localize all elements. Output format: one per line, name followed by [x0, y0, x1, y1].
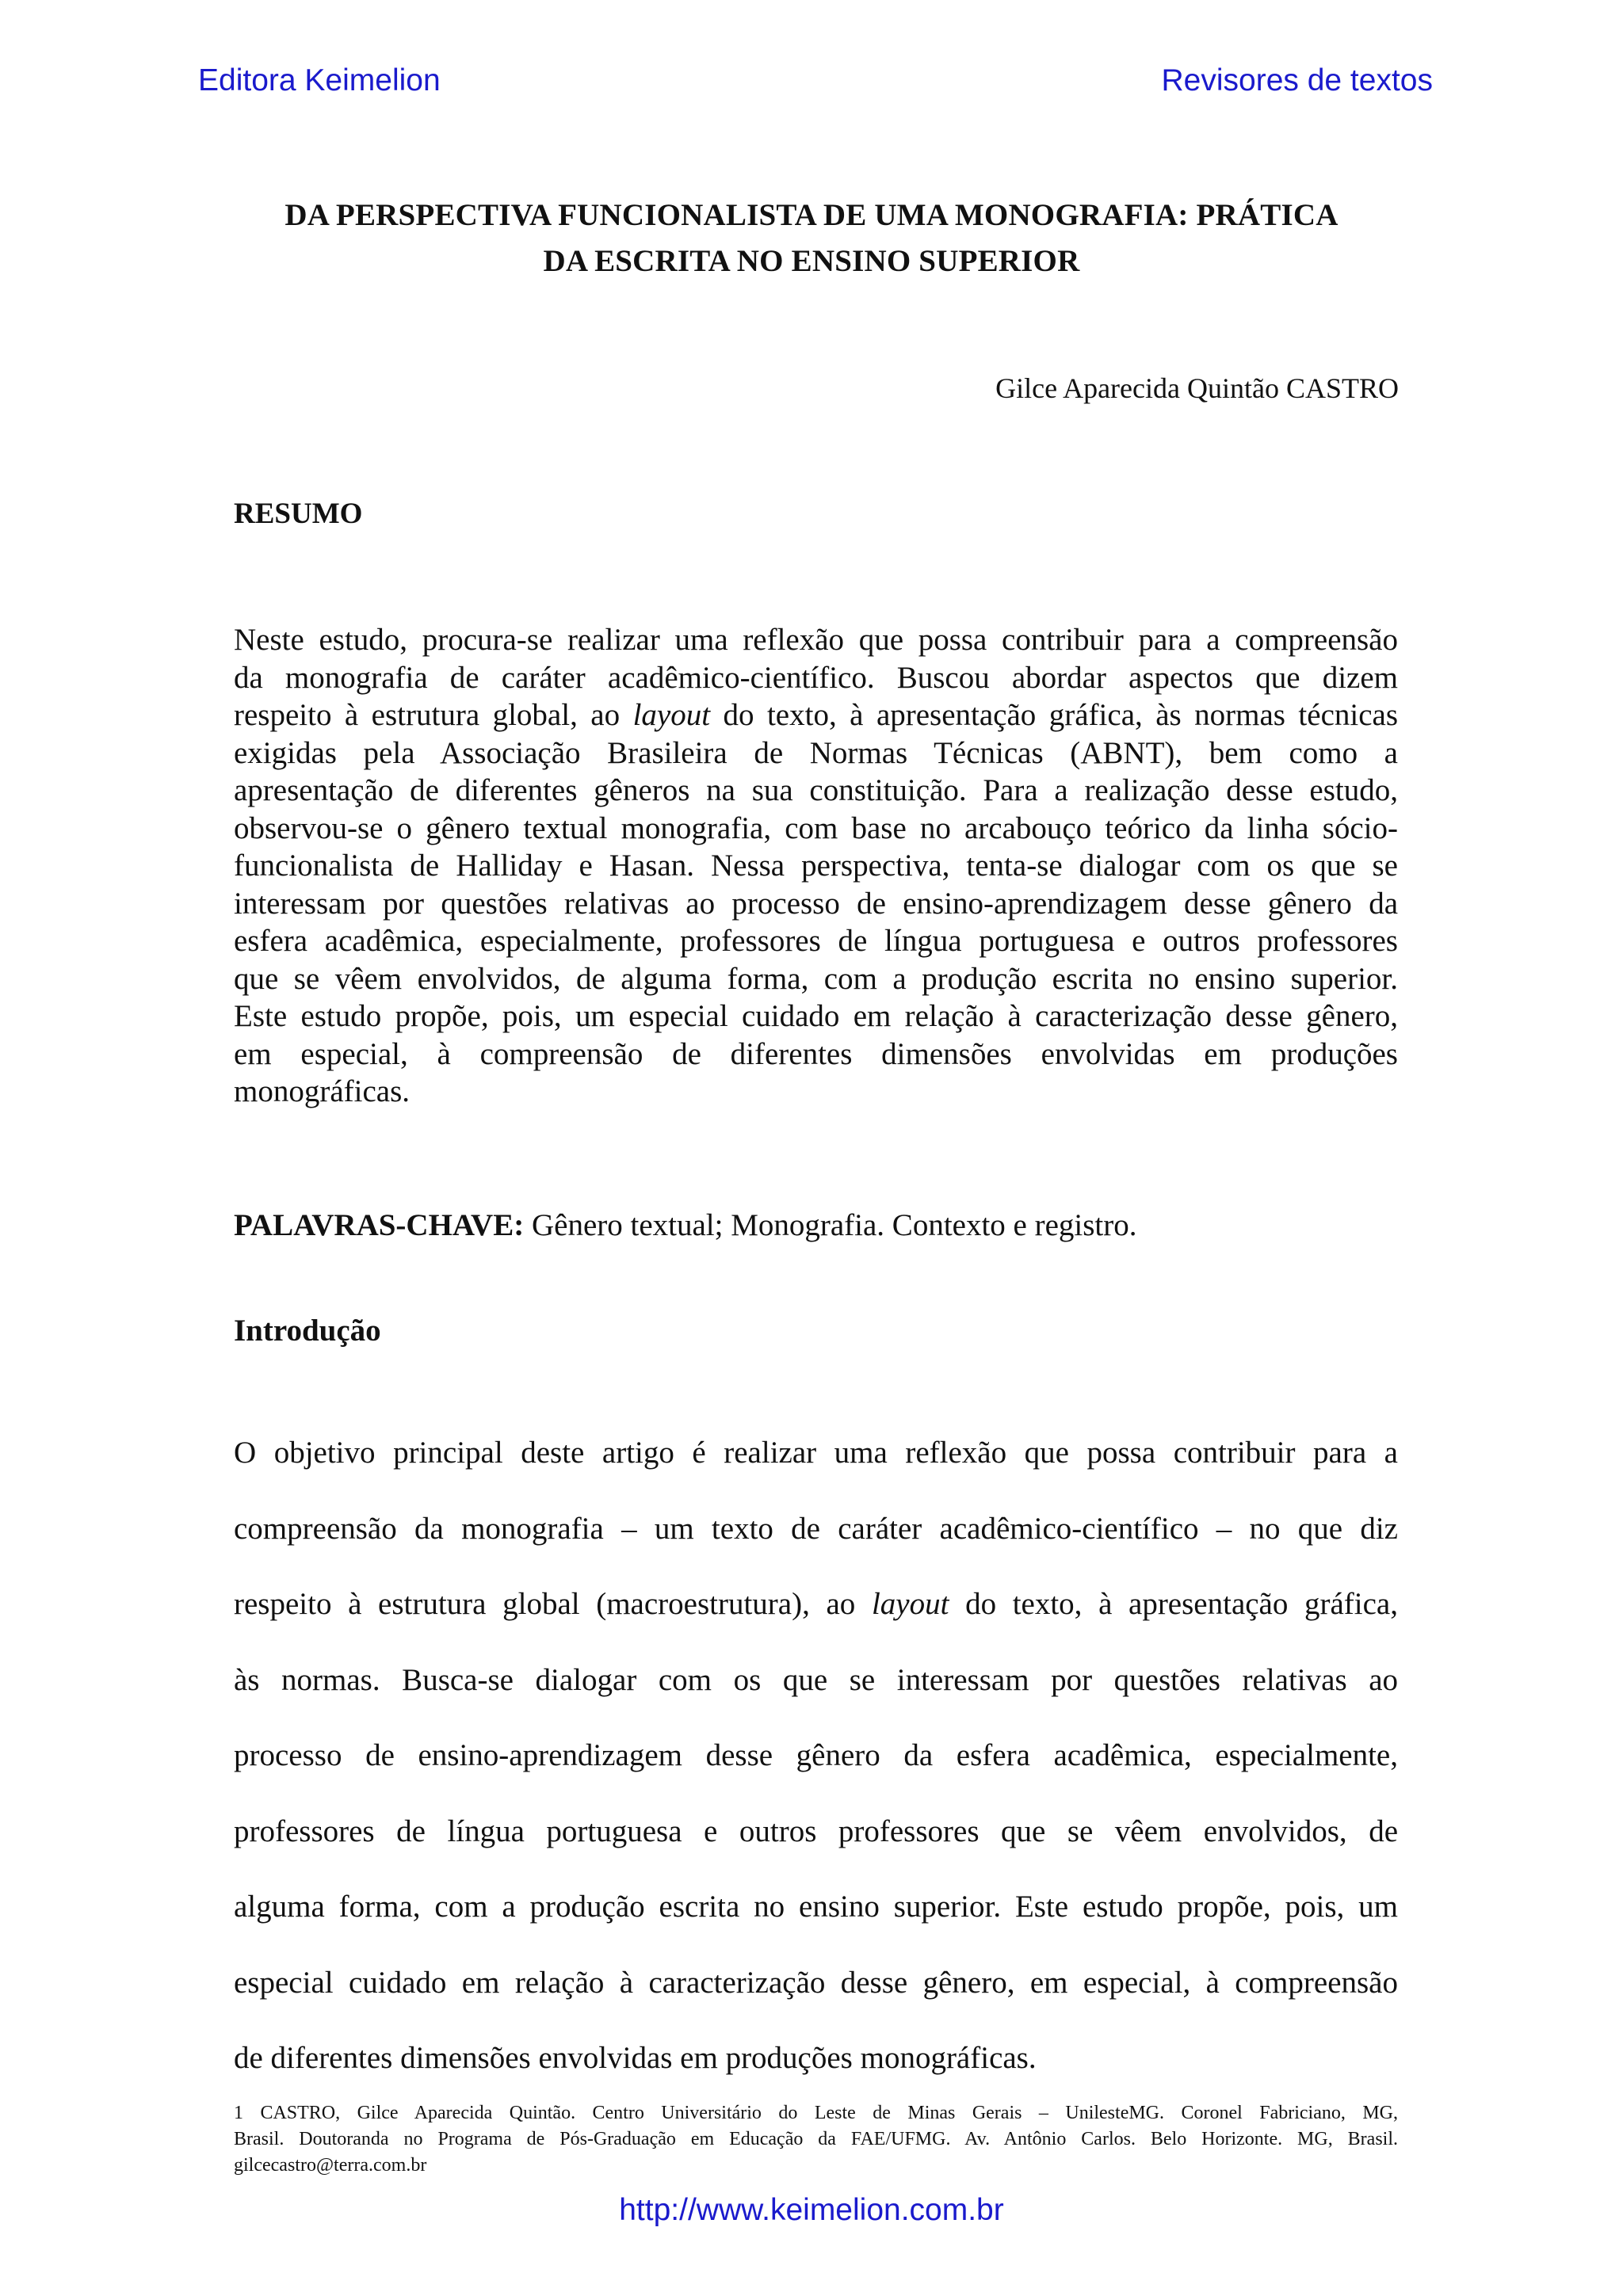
- intro-line-suffix: do texto, à apresentação gráfica,: [965, 1587, 1398, 1621]
- intro-line: alguma forma, com a produção escrita no ensino superior. Este estudo propõe, pois, um: [234, 1890, 1398, 1924]
- title-line-1: DA PERSPECTIVA FUNCIONALISTA DE UMA MONOGRAFIA: PRÁTICA: [285, 198, 1338, 232]
- author-name: Gilce Aparecida Quintão CASTRO: [995, 372, 1399, 404]
- title-line-2: DA ESCRITA NO ENSINO SUPERIOR: [543, 244, 1080, 278]
- intro-line-prefix: respeito à estrutura global (macroestrutura), ao: [234, 1587, 856, 1621]
- footnote-line: Brasil. Doutoranda no Programa de Pós-Graduação em Educação da FAE/UFMG. Av. Antônio Carlos. Belo Horizonte. MG, Brasil.: [234, 2129, 1398, 2149]
- reviewers-link: Revisores de textos: [1161, 63, 1433, 97]
- paper-title: [198, 193, 1425, 284]
- abstract-heading: RESUMO: [234, 498, 363, 530]
- abstract-line: Neste estudo, procura-se realizar uma reflexão que possa contribuir para a compreensão: [234, 623, 1398, 657]
- abstract-line: esfera acadêmica, especialmente, professores de língua portuguesa e outros professores: [234, 924, 1398, 958]
- abstract-line-prefix: respeito à estrutura global, ao: [234, 698, 621, 732]
- footnote: [234, 2100, 1398, 2179]
- abstract-line: Este estudo propõe, pois, um especial cuidado em relação à caracterização desse gênero,: [234, 999, 1398, 1033]
- keywords-label: PALAVRAS-CHAVE:: [234, 1208, 525, 1242]
- intro-line: [234, 1566, 1398, 1642]
- intro-heading: Introdução: [234, 1314, 381, 1348]
- keywords-text: Gênero textual; Monografia. Contexto e registro.: [524, 1208, 1137, 1242]
- abstract-line: da monografia de caráter acadêmico-científico. Buscou abordar aspectos que dizem: [234, 660, 1398, 695]
- intro-line: O objetivo principal deste artigo é realizar uma reflexão que possa contribuir para a: [234, 1436, 1398, 1470]
- intro-line: compreensão da monografia – um texto de caráter acadêmico-científico – no que diz: [234, 1511, 1398, 1546]
- abstract-line: funcionalista de Halliday e Hasan. Nessa perspectiva, tenta-se dialogar com os que se: [234, 849, 1398, 883]
- intro-line: às normas. Busca-se dialogar com os que se interessam por questões relativas ao: [234, 1662, 1398, 1697]
- abstract-line: interessam por questões relativas ao processo de ensino-aprendizagem desse gênero da: [234, 886, 1398, 921]
- keywords: [234, 1210, 1137, 1241]
- abstract-line: monográficas.: [234, 1074, 411, 1108]
- abstract-line-suffix: do texto, à apresentação gráfica, às normas técnicas: [723, 698, 1399, 732]
- intro-body: [234, 1415, 1398, 2096]
- publisher-link: Editora Keimelion: [198, 63, 441, 97]
- abstract-body: [234, 621, 1398, 1111]
- intro-line: professores de língua portuguesa e outros professores que se vêem envolvidos, de: [234, 1814, 1398, 1848]
- abstract-line: observou-se o gênero textual monografia, com base no arcabouço teórico da linha sócio-: [234, 810, 1398, 845]
- intro-italic-word: layout: [871, 1587, 949, 1621]
- abstract-italic-word: layout: [632, 698, 711, 732]
- abstract-line: exigidas pela Associação Brasileira de Normas Técnicas (ABNT), bem como a: [234, 735, 1398, 770]
- abstract-line: em especial, à compreensão de diferentes dimensões envolvidas em produções: [234, 1036, 1398, 1071]
- footnote-line: gilcecastro@terra.com.br: [234, 2155, 427, 2176]
- abstract-line: que se vêem envolvidos, de alguma forma, com a produção escrita no ensino superior.: [234, 961, 1398, 996]
- intro-line: especial cuidado em relação à caracterização desse gênero, em especial, à compreensão: [234, 1965, 1398, 2000]
- footer-url[interactable]: http://www.keimelion.com.br: [619, 2193, 1004, 2227]
- intro-line: processo de ensino-aprendizagem desse gênero da esfera acadêmica, especialmente,: [234, 1738, 1398, 1772]
- abstract-line: apresentação de diferentes gêneros na sua constituição. Para a realização desse estudo,: [234, 773, 1398, 807]
- abstract-line: [234, 696, 1398, 734]
- footnote-line: 1 CASTRO, Gilce Aparecida Quintão. Centro Universitário do Leste de Minas Gerais – UnilesteMG. Coronel Fabriciano, MG,: [234, 2103, 1398, 2123]
- intro-line: de diferentes dimensões envolvidas em produções monográficas.: [234, 2041, 1037, 2075]
